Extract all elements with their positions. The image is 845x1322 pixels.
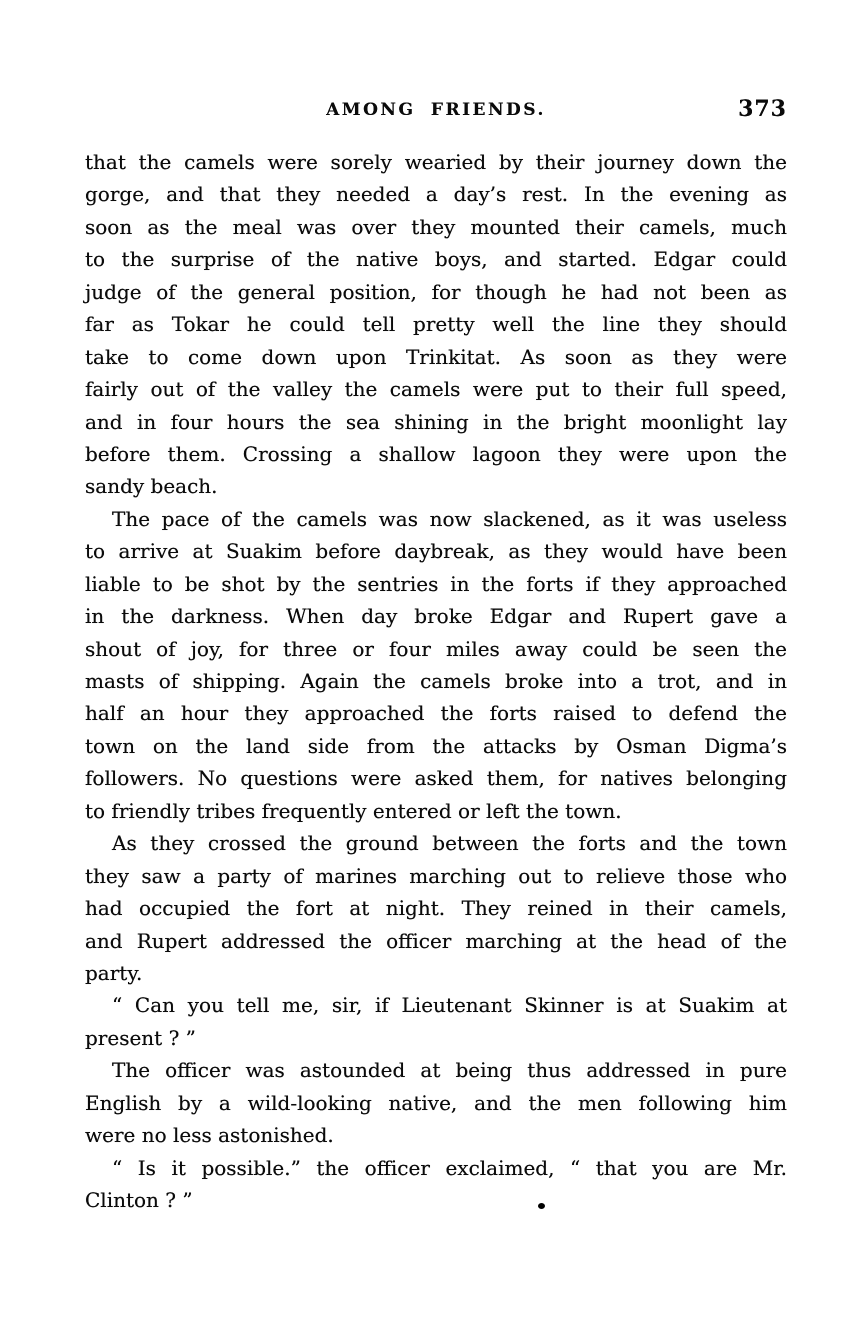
text-line: sandy beach.	[85, 474, 218, 499]
text-line: that the camels were sorely wearied by their journey down the	[85, 150, 787, 174]
text-line: town on the land side from the attacks by Osman Digma’s	[85, 733, 787, 758]
text-line: and Rupert addressed the officer marching at the head of the	[85, 928, 787, 953]
text-line: soon as the meal was over they mounted their camels, much	[85, 214, 787, 239]
text-line: judge of the general position, for though he had not been as	[85, 279, 787, 304]
ink-speck-artifact	[538, 1203, 545, 1209]
text-line: followers. No questions were asked them, for natives belonging	[85, 766, 787, 791]
text-line: were no less astonished.	[85, 1123, 334, 1148]
text-line: gorge, and that they needed a day’s rest. In the evening as	[85, 182, 787, 207]
page-number: 373	[738, 96, 787, 122]
text-line: fairly out of the valley the camels were put to their full speed,	[85, 377, 787, 402]
text-line: “ Can you tell me, sir, if Lieutenant Skinner is at Suakim at	[112, 993, 787, 1018]
page-header	[85, 96, 787, 126]
text-line: had occupied the fort at night. They reined in their camels,	[85, 896, 787, 921]
text-line: The officer was astounded at being thus addressed in pure	[112, 1058, 787, 1083]
text-line: As they crossed the ground between the forts and the town	[112, 831, 787, 856]
text-line: to the surprise of the native boys, and started. Edgar could	[85, 247, 787, 272]
running-title: AMONG FRIENDS.	[326, 100, 546, 120]
text-line: English by a wild-looking native, and the men following him	[85, 1090, 787, 1115]
text-line: in the darkness. When day broke Edgar and Rupert gave a	[85, 604, 787, 629]
text-line: Clinton ? ”	[85, 1188, 193, 1212]
text-line: take to come down upon Trinkitat. As soon as they were	[85, 344, 787, 369]
text-line: to arrive at Suakim before daybreak, as they would have been	[85, 539, 787, 564]
text-line: “ Is it possible.” the officer exclaimed, “ that you are Mr.	[112, 1155, 787, 1180]
text-line: to friendly tribes frequently entered or left the town.	[85, 798, 622, 823]
text-line: far as Tokar he could tell pretty well the line they should	[85, 312, 787, 337]
text-line: masts of shipping. Again the camels broke into a trot, and in	[85, 669, 787, 693]
text-line: and in four hours the sea shining in the bright moonlight lay	[85, 409, 787, 434]
text-line: The pace of the camels was now slackened, as it was useless	[112, 506, 787, 531]
text-line: before them. Crossing a shallow lagoon they were upon the	[85, 441, 787, 466]
text-line: party.	[85, 960, 143, 985]
text-line: present ? ”	[85, 1025, 196, 1050]
text-line: liable to be shot by the sentries in the forts if they approached	[85, 571, 787, 596]
text-line: they saw a party of marines marching out to relieve those who	[85, 863, 787, 888]
text-line: shout of joy, for three or four miles away could be seen the	[85, 636, 787, 661]
text-line: half an hour they approached the forts raised to defend the	[85, 701, 787, 726]
body-text	[85, 146, 787, 1216]
